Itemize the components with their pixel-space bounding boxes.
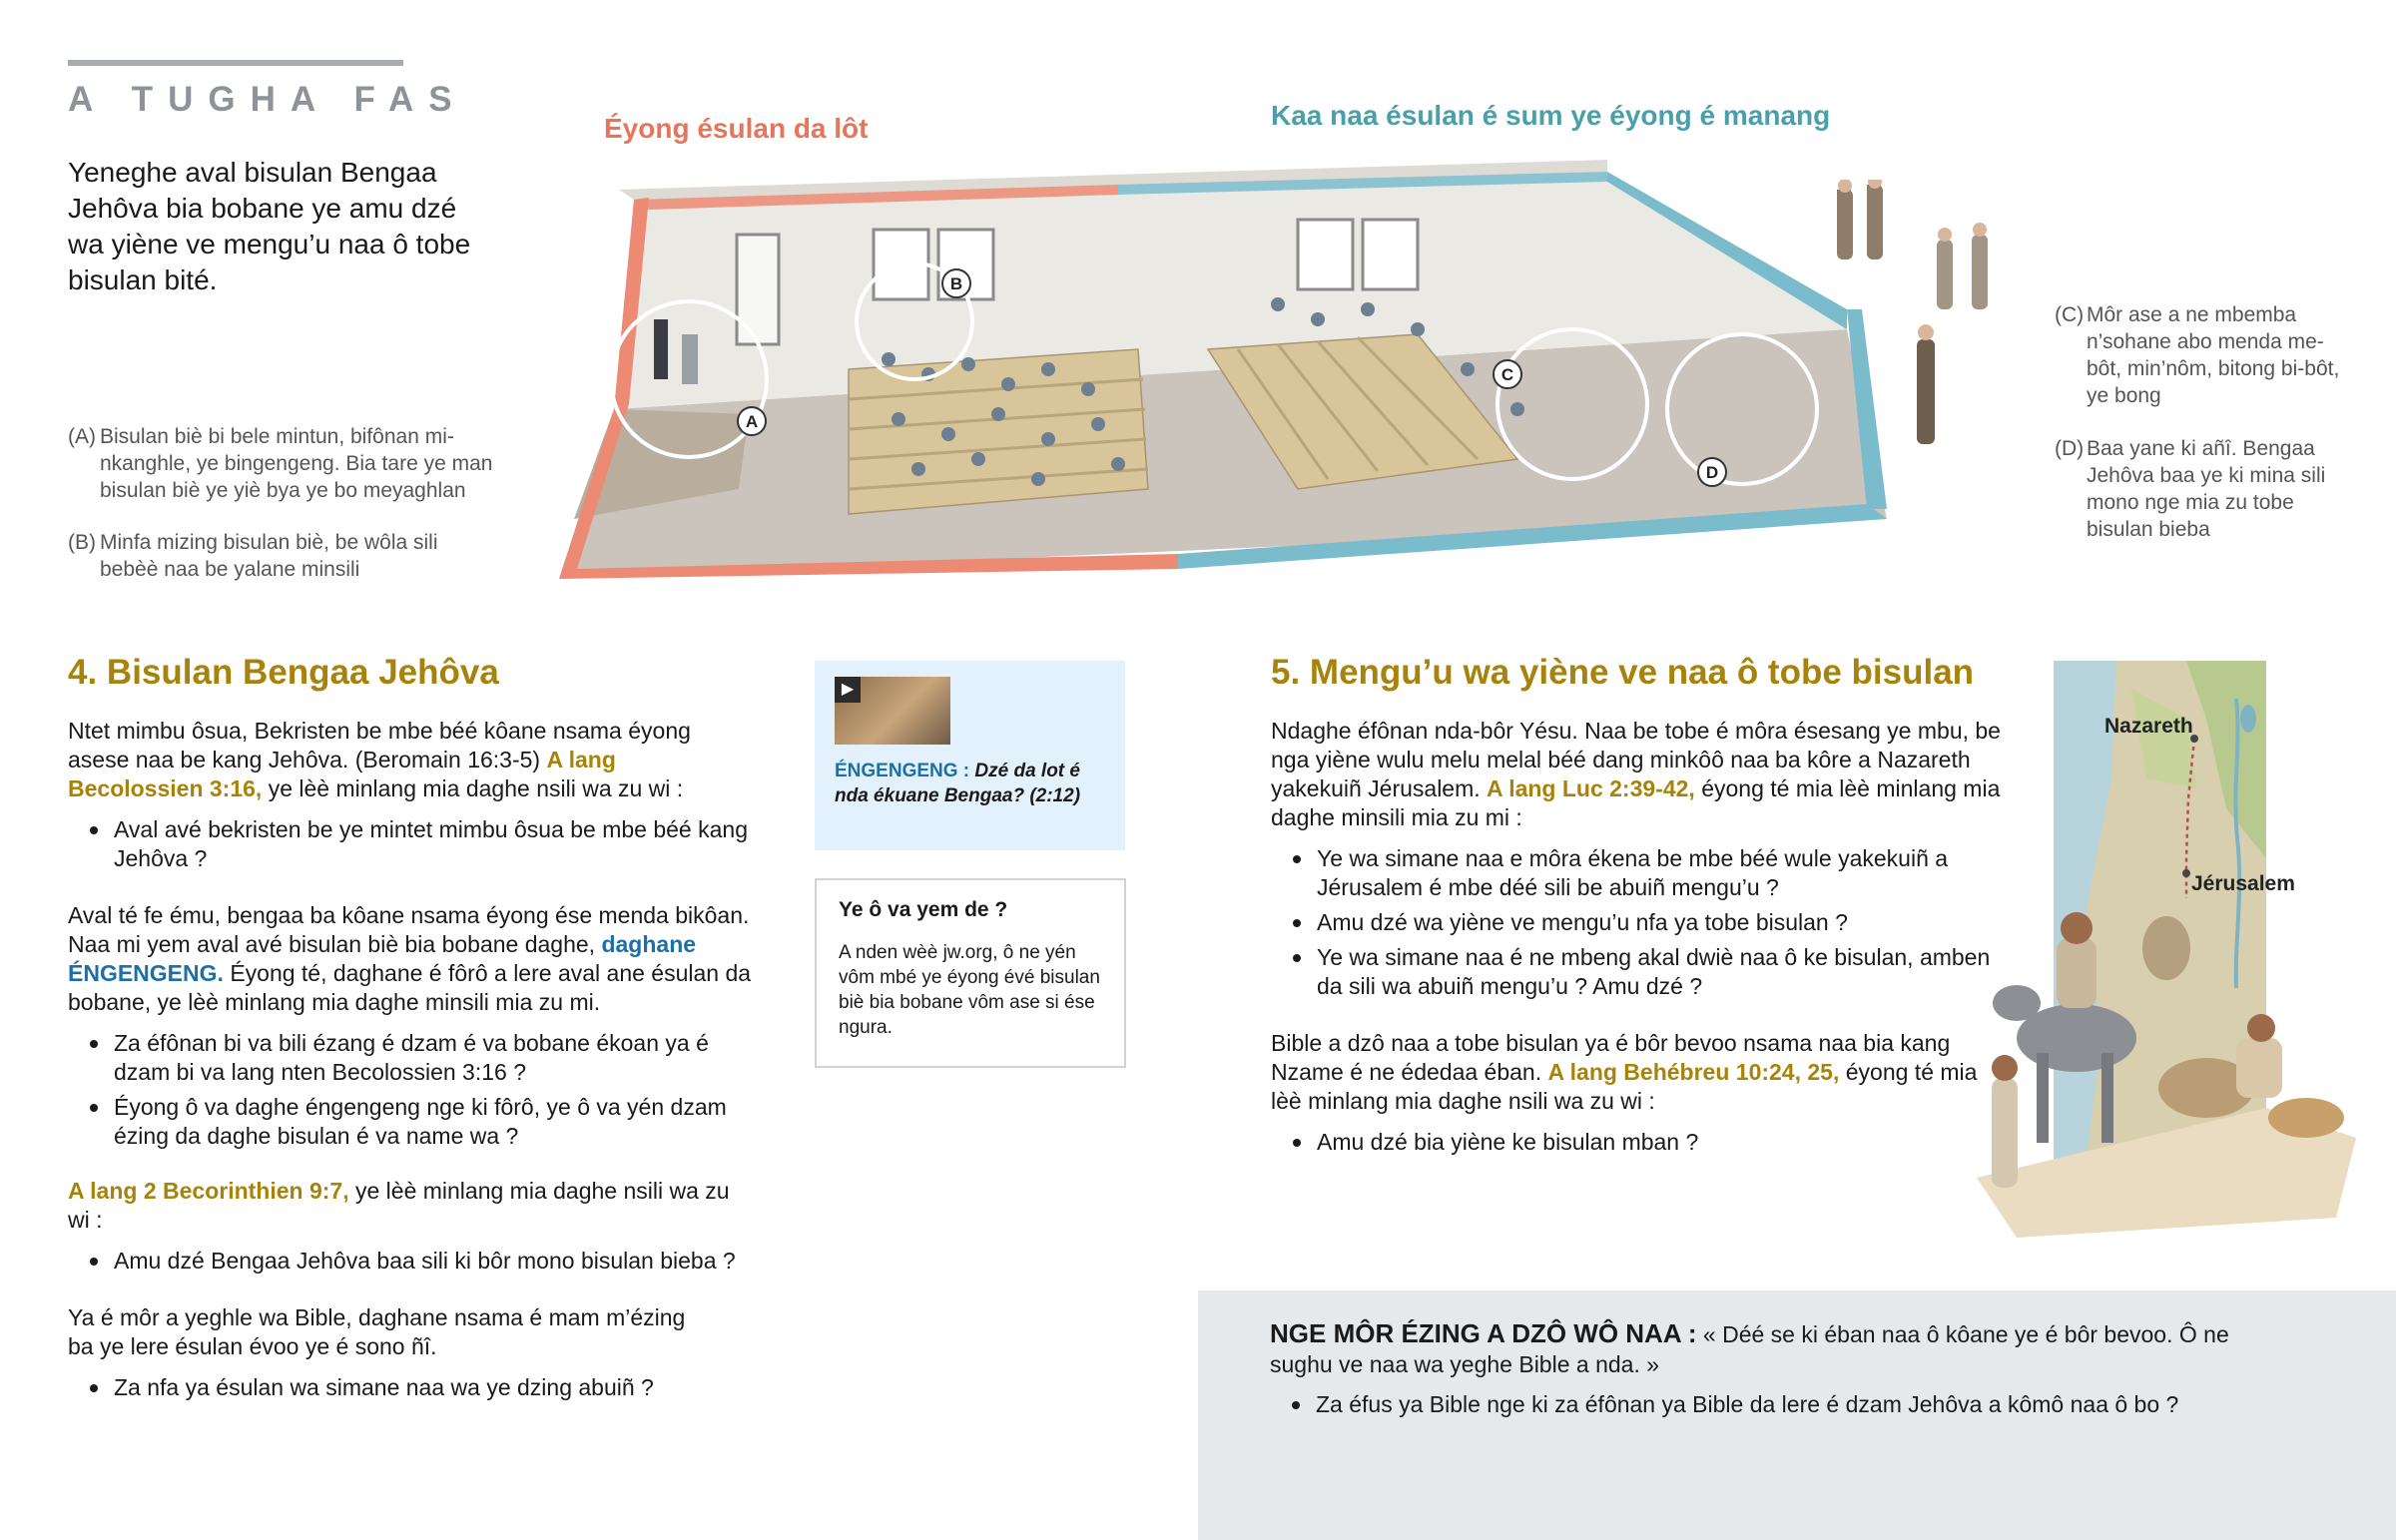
map-label-nazareth: Nazareth — [2104, 715, 2193, 738]
arriving-people-illustration — [1817, 180, 2047, 479]
question-item: Aval avé bekristen be ye mintet mimbu ôsua be mbe béé kang Jehôva ? — [68, 815, 757, 873]
paragraph-text: Aval té fe ému, bengaa ba kôane nsama éyong ése menda bikôan. Naa mi yem aval avé bisulan biè bia bobane daghe, — [68, 902, 750, 957]
paragraph — [68, 901, 757, 1017]
legend-text: Minfa mizing bisulan biè, be wôla sili bebèè naa be yalane minsili — [100, 531, 438, 581]
legend-item-b — [68, 529, 499, 583]
scripture-link[interactable]: A lang Luc 2:39-42, — [1487, 775, 1695, 801]
paragraph: Ya é môr a yeghle wa Bible, daghane nsama é mam m’ézing ba ye lere ésulan évoo ye é sono ñî. — [68, 1304, 686, 1359]
legend-label: (B) — [68, 531, 96, 554]
question-item: Ye wa simane naa é ne mbeng akal dwiè naa ô ke bisulan, amben da sili wa abuiñ mengu’u ? Amu dzé ? — [1271, 943, 2005, 1001]
paragraph-text: éyong té mia lèè minlang mia daghe minsili mia zu mi : — [1271, 775, 2001, 830]
video-box[interactable] — [815, 661, 1125, 850]
scripture-link[interactable]: A lang Becolossien 3:16, — [68, 747, 616, 801]
legend-text: Baa yane ki añî. Bengaa Jehôva baa ye ki mina sili mono nge mia zu tobe bisulan bieba — [2087, 437, 2326, 541]
question-item: Éyong ô va daghe éngengeng nge ki fôrô, ye ô va yén dzam ézing da daghe bisulan é va name wa ? — [68, 1093, 757, 1151]
section-5-title: 5. Mengu’u wa yiène ve naa ô tobe bisulan — [1271, 653, 1975, 692]
paragraph — [1271, 717, 2005, 832]
legend-item-d — [2055, 435, 2346, 543]
info-box — [815, 878, 1126, 1068]
scripture-link[interactable]: A lang 2 Becorinthien 9:7, — [68, 1178, 349, 1204]
intro-text: Yeneghe aval bisulan Bengaa Jehôva bia bobane ye amu dzé wa yiène ve mengu’u naa ô tobe bisulan bité. — [68, 157, 471, 295]
map-illustration — [1937, 659, 2356, 1238]
paragraph — [1271, 1029, 2005, 1116]
legend-item-a — [68, 423, 499, 504]
section-5-body — [1271, 717, 2005, 1157]
paragraph-text: Ndaghe éfônan nda-bôr Yésu. Naa be tobe é môra ésesang ye mbu, be nga yiène wulu melu melal béé dang minkôô naa ba kôre a Nazareth yakekuiñ Jérusalem. — [1271, 718, 2001, 801]
legend-text: Bisulan biè bi bele mintun, bifônan mi-nkanghle, ye bingengeng. Bia tare ye man bisulan biè ye yiè bya ye bo meyaghlan — [100, 425, 493, 502]
legend-label: (D) — [2055, 437, 2085, 460]
play-icon[interactable]: ▶ — [835, 677, 861, 703]
legend-item-c — [2055, 301, 2346, 409]
marker-a: A — [745, 412, 759, 431]
video-tag: ÉNGENGENG : — [835, 761, 970, 781]
kicker-title: A TUGHA FAS — [68, 80, 467, 119]
legend-label: (C) — [2055, 303, 2085, 326]
question-item: Ye wa simane naa e môra ékena be mbe béé wule yakekuiñ a Jérusalem é mbe déé sili be abuiñ mengu’u ? — [1271, 844, 2005, 902]
question-item: Za nfa ya ésulan wa simane naa wa ye dzing abuiñ ? — [68, 1373, 757, 1402]
question-item: Amu dzé wa yiène ve mengu’u nfa ya tobe bisulan ? — [1271, 908, 2005, 937]
legend-text: Môr ase a ne mbemba n’sohane abo menda me-bôt, min’nôm, bitong bi-bôt, ye bong — [2087, 303, 2340, 407]
paragraph-text: ye lèè minlang mia daghe nsili wa zu wi : — [268, 775, 684, 801]
video-thumbnail[interactable] — [835, 677, 950, 745]
question-item: Amu dzé Bengaa Jehôva baa sili ki bôr mono bisulan bieba ? — [68, 1247, 757, 1276]
scripture-link[interactable]: A lang Behébreu 10:24, 25, — [1547, 1059, 1840, 1085]
question-item: Za éfônan bi va bili ézang é dzam é va bobane ékoan ya é dzam bi va lang nten Becolossien 3:16 ? — [68, 1029, 757, 1087]
paragraph-text: Bible a dzô naa a tobe bisulan ya é bôr bevoo nsama naa bia kang Nzame é ne édedaa éban. — [1271, 1030, 1951, 1085]
info-box-body: A nden wèè jw.org, ô ne yén vôm mbé ye éyong évé bisulan biè bia bobane vôm ase si ése ngura. — [839, 942, 1100, 1038]
bottom-lead — [1270, 1318, 2268, 1379]
marker-c: C — [1500, 365, 1514, 384]
question-item: Amu dzé bia yiène ke bisulan mban ? — [1271, 1128, 2005, 1157]
bottom-lead-heading: NGE MÔR ÉZING A DZÔ WÔ NAA : — [1270, 1318, 1697, 1348]
question-item: Za éfus ya Bible nge ki za éfônan ya Bible da lere é dzam Jehôva a kômô naa ô bo ? — [1270, 1390, 2314, 1419]
section-4-title: 4. Bisulan Bengaa Jehôva — [68, 653, 499, 692]
paragraph-text: Ntet mimbu ôsua, Bekristen be mbe béé kôane nsama éyong asese naa be kang Jehôva. (Beromain 16:3-5) — [68, 718, 691, 772]
video-title[interactable]: Dzé da lot é nda ékuane Bengaa? (2:12) — [835, 761, 1081, 806]
section-4-body — [68, 717, 757, 1402]
room-caption-after: Kaa naa ésulan é sum ye éyong é manang — [1271, 100, 1831, 131]
info-box-title: Ye ô va yem de ? — [839, 898, 1008, 921]
room-caption-before: Éyong ésulan da lôt — [604, 113, 869, 144]
marker-d: D — [1705, 463, 1719, 482]
kicker-rule — [68, 60, 403, 66]
bottom-panel — [1198, 1290, 2396, 1540]
paragraph-text: éyong té mia lèè minlang mia daghe nsili wa zu wi : — [1271, 1059, 1978, 1114]
paragraph — [68, 717, 757, 803]
paragraph-text: Éyong té, daghane é fôrô a lere aval ane ésulan da bobane, ye lèè minlang mia daghe minsili mia zu mi. — [68, 960, 752, 1015]
video-caption — [835, 759, 1114, 808]
meeting-hall-illustration — [519, 160, 1917, 609]
paragraph — [68, 1177, 757, 1235]
video-link[interactable]: daghane ÉNGENGENG. — [68, 931, 697, 986]
paragraph-text: ye lèè minlang mia daghe nsili wa zu wi : — [68, 1178, 730, 1233]
map-label-jerusalem: Jérusalem — [2191, 872, 2295, 895]
bottom-lead-quote: « Déé se ki éban naa ô kôane ye é bôr bevoo. Ô ne sughu ve naa wa yeghe Bible a nda. » — [1270, 1321, 2229, 1377]
marker-b: B — [949, 274, 963, 293]
legend-label: (A) — [68, 425, 96, 448]
